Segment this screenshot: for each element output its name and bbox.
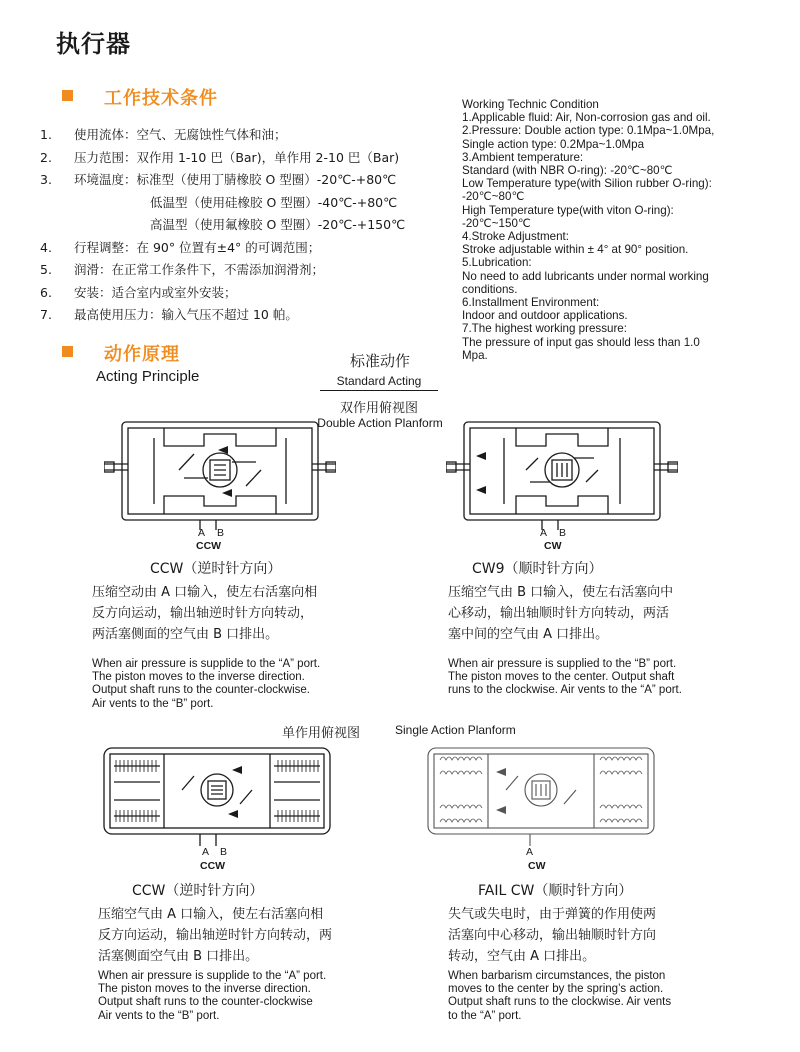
list-item: 6. 安装：适合室内或室外安装； [40,284,237,300]
list-item: 7. 最高使用压力：输入气压不超过 10 帕。 [40,307,298,322]
list-item: 3. 环境温度：标准型（使用丁腈橡胶 O 型圈）-20℃-+80℃ [40,172,397,187]
direction-label: CCW [200,860,226,872]
port-label-a: A [540,527,548,539]
single-action-cn: 单作用俯视图 [282,726,361,741]
section-subtitle-en: Acting Principle [96,368,200,385]
port-label-a: A [202,846,210,858]
list-item: 2. 压力范围：双作用 1-10 巴（Bar)，单作用 2-10 巴（Bar) [40,149,400,165]
double-action-en: Double Action Planform [317,416,443,430]
list-item: 1. 使用流体：空气、无腐蚀性气体和油； [40,127,287,142]
panel-description-en: When air pressure is supplide to the “A” port. The piston moves to the inverse direction. Output shaft runs to the counter-clockwise Air vents to the “B” port. [98,970,327,1022]
panel-description-cn: 压缩空动由 A 口输入，使左右活塞向相 反方向运动，输出轴逆时针方向转动， 两活塞侧面的空气由 B 口排出。 [92,585,318,642]
page-title: 执行器 [56,30,131,58]
port-label-a: A [526,846,534,858]
list-item: 高温型（使用氟橡胶 O 型圈）-20℃-+150℃ [150,217,406,232]
list-item: 5. 润滑：在正常工作条件下，不需添加润滑剂； [40,262,325,277]
panel-caption: FAIL CW（顺时针方向） [478,883,633,899]
list-item: 4. 行程调整：在 90° 位置有±4° 的可调范围； [40,239,321,255]
panel-caption: CCW（逆时针方向） [132,883,264,899]
section-title-acting-principle: 动作原理 [104,344,180,365]
working-condition-english: Working Technic Condition 1.Applicable fluid: Air, Non-corrosion gas and oil. 2.Pressure: Double action type: 0.1Mpa~1.0Mpa, Single action type: 0.2Mpa~1.0Mpa 3.Ambient temperature: Standard (with NBR O-ring): -20℃~80℃ Low Temperature type(with Silion rubber O-ring): -20℃~80℃ High Temperature type(with viton O-ring): -20℃~150℃ 4.Stroke Adjustment: Stroke adjustable within ± 4° at 90° position. 5.Lubrication: No need to add lubricants under normal working conditions. 6.Installment Environment: Indoor and outdoor applications. 7.The highest working pressure: The pressure of input gas should less than 1.0 Mpa. [462,98,715,362]
port-label-b: B [559,527,567,539]
panel-caption: CW9（顺时针方向） [472,561,603,577]
list-item: 低温型（使用硅橡胶 O 型圈）-40℃-+80℃ [150,194,398,210]
single-action-ccw-diagram [102,742,332,846]
direction-label: CCW [196,540,222,552]
panel-description-en: When air pressure is supplied to the “B” port. The piston moves to the center. Output shaft runs to the clockwise. Air vents to the “A” port. [448,658,682,697]
panel-description-cn: 压缩空气由 A 口输入，使左右活塞向相 反方向运动，输出轴逆时针方向转动，两 活塞侧面空气由 B 口排出。 [98,907,333,964]
section-marker [62,90,73,101]
panel-description-en: When barbarism circumstances, the piston moves to the center by the spring’s action. Output shaft runs to the clockwise. Air vents to the “A” port. [448,970,672,1022]
working-condition-list-cn [40,124,405,327]
panel-description-cn: 压缩空气由 B 口输入，使左右活塞向中 心移动，输出轴顺时针方向转动，两活 塞中间的空气由 A 口排出。 [448,585,674,642]
port-label-b: B [220,846,228,858]
section-marker [62,346,73,357]
standard-acting-cn: 标准动作 [349,352,410,370]
double-action-cw-diagram [446,418,678,530]
direction-label: CW [544,540,562,552]
panel-description-cn: 失气或失电时，由于弹簧的作用使两 活塞向中心移动，输出轴顺时针方向 转动，空气由 A 口排出。 [448,907,657,964]
section-title-working-condition: 工作技术条件 [104,88,218,109]
panel-caption: CCW（逆时针方向） [150,561,282,577]
standard-acting-en: Standard Acting [320,374,438,391]
double-action-ccw-diagram [104,418,336,530]
port-label-a: A [198,527,206,539]
single-action-fail-cw-diagram [426,742,656,846]
single-action-en: Single Action Planform [395,723,516,737]
panel-description-en: When air pressure is supplide to the “A” port. The piston moves to the inverse direction. Output shaft runs to the counter-clockwise. Air vents to the “B” port. [92,658,321,710]
direction-label: CW [528,860,546,872]
double-action-cn: 双作用俯视图 [339,401,418,416]
port-label-b: B [217,527,225,539]
